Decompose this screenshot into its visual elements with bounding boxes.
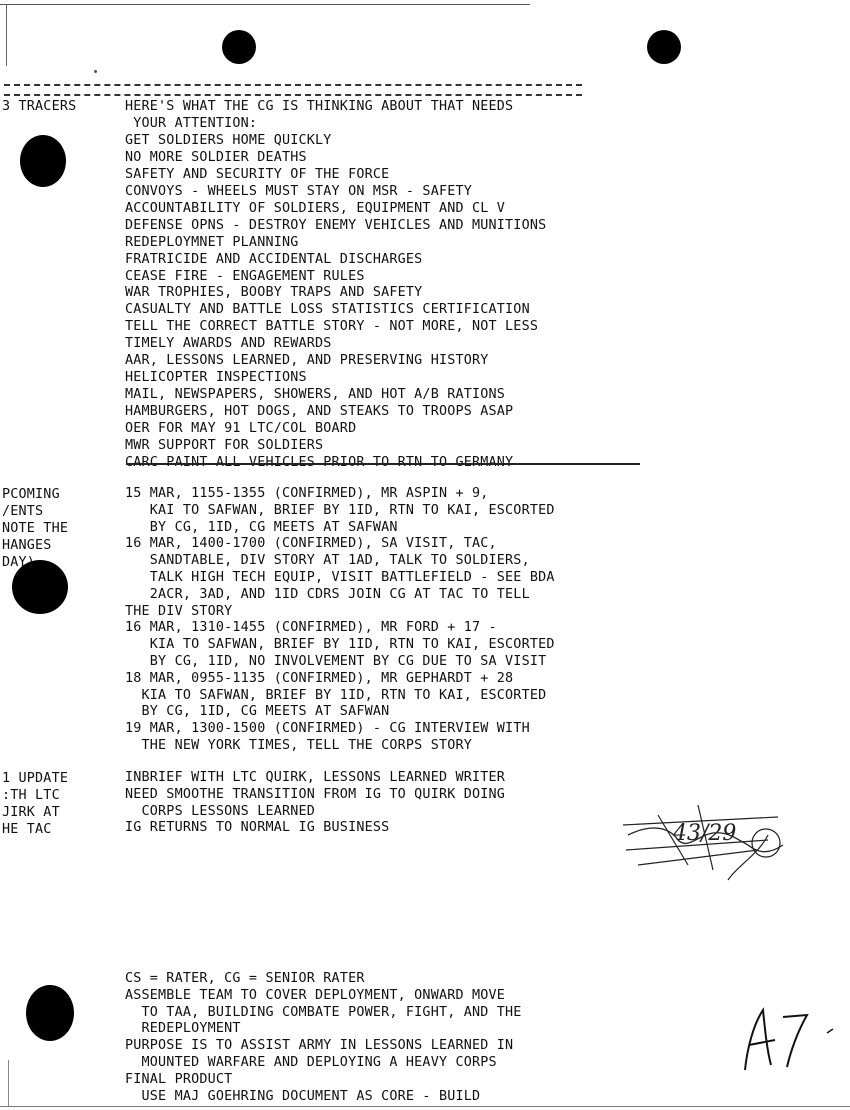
sec1-line: TELL THE CORRECT BATTLE STORY - NOT MORE, NOT LESS (125, 319, 539, 335)
margin-label: /ENTS (2, 504, 44, 519)
sec4-line: USE MAJ GOEHRING DOCUMENT AS CORE - BUILD (125, 1088, 481, 1104)
margin-label: NOTE THE (2, 521, 69, 536)
sec1-line: AAR, LESSONS LEARNED, AND PRESERVING HISTORY (125, 353, 489, 369)
margin-label: HANGES (2, 538, 52, 553)
sec1-line: SAFETY AND SECURITY OF THE FORCE (125, 166, 390, 182)
sec1-line: WAR TROPHIES, BOOBY TRAPS AND SAFETY (125, 285, 423, 301)
sec2-line: BY CG, 1ID, CG MEETS AT SAFWAN (125, 519, 398, 535)
sec1-line: NO MORE SOLDIER DEATHS (125, 149, 307, 165)
sec2-line: 19 MAR, 1300-1500 (CONFIRMED) - CG INTERVIEW WITH (125, 721, 530, 737)
margin-label: JIRK AT (2, 805, 60, 820)
margin-label: 1 UPDATE (2, 771, 69, 786)
sec2-line: SANDTABLE, DIV STORY AT 1AD, TALK TO SOLDIERS, (125, 553, 530, 569)
sec4-line: REDEPLOYMENT (125, 1021, 241, 1037)
sec1-line: OER FOR MAY 91 LTC/COL BOARD (125, 421, 357, 437)
sec1-line: REDEPLOYMNET PLANNING (125, 234, 299, 250)
sec2-line: 15 MAR, 1155-1355 (CONFIRMED), MR ASPIN + 9, (125, 486, 489, 501)
sec1-line: FRATRICIDE AND ACCIDENTAL DISCHARGES (125, 251, 423, 267)
sec2-line: BY CG, 1ID, CG MEETS AT SAFWAN (125, 704, 390, 720)
sec1-line: HELICOPTER INSPECTIONS (125, 370, 307, 386)
sec1-line: HERE'S WHAT THE CG IS THINKING ABOUT THAT NEEDS (125, 99, 514, 114)
crossed-out-number (618, 795, 788, 890)
punch-hole-top-right (647, 30, 681, 64)
sec2-line: THE DIV STORY (125, 603, 233, 619)
sec2-line: 16 MAR, 1400-1700 (CONFIRMED), SA VISIT, TAC, (125, 536, 497, 552)
sec1-line: CEASE FIRE - ENGAGEMENT RULES (125, 268, 365, 284)
punch-hole-top-left (222, 30, 256, 64)
sec2-line: KIA TO SAFWAN, BRIEF BY 1ID, RTN TO KAI, ESCORTED (125, 687, 547, 703)
speck (94, 70, 97, 73)
sec3-line: CORPS LESSONS LEARNED (125, 803, 316, 819)
sec4-line: PURPOSE IS TO ASSIST ARMY IN LESSONS LEARNED IN (125, 1038, 514, 1054)
sec2-line: 2ACR, 3AD, AND 1ID CDRS JOIN CG AT TAC TO TELL (125, 586, 530, 602)
margin-label: DAY) (2, 555, 36, 570)
sec2-line: THE NEW YORK TIMES, TELL THE CORPS STORY (125, 738, 472, 753)
sec4-line: MOUNTED WARFARE AND DEPLOYING A HEAVY CORPS (125, 1055, 497, 1070)
sec1-line: DEFENSE OPNS - DESTROY ENEMY VEHICLES AND MUNITIONS (125, 217, 547, 233)
sec4-line: FINAL PRODUCT (125, 1071, 233, 1087)
handwritten-page-number (735, 1005, 845, 1075)
sec1-line: ACCOUNTABILITY OF SOLDIERS, EQUIPMENT AND CL V (125, 200, 506, 216)
sec2-line: KAI TO SAFWAN, BRIEF BY 1ID, RTN TO KAI, ESCORTED (125, 502, 555, 518)
sec3-line: NEED SMOOTHE TRANSITION FROM IG TO QUIRK DOING (125, 786, 506, 802)
crossed-out-number-text: 43/29 (673, 821, 737, 846)
sec3-line: IG RETURNS TO NORMAL IG BUSINESS (125, 820, 390, 836)
sec2-line: 16 MAR, 1310-1455 (CONFIRMED), MR FORD + 17 - (125, 620, 497, 636)
sec3-line: INBRIEF WITH LTC QUIRK, LESSONS LEARNED WRITER (125, 770, 506, 785)
left-border-line (6, 4, 7, 66)
sec2-line: KIA TO SAFWAN, BRIEF BY 1ID, RTN TO KAI, ESCORTED (125, 637, 555, 653)
double-dashed-rule (4, 84, 582, 96)
sec1-line: TIMELY AWARDS AND REWARDS (125, 336, 332, 352)
margin-label: HE TAC (2, 822, 52, 837)
sec1-line: HAMBURGERS, HOT DOGS, AND STEAKS TO TROOPS ASAP (125, 404, 514, 420)
sec1-line: YOUR ATTENTION: (125, 115, 258, 131)
sec1-line: MWR SUPPORT FOR SOLDIERS (125, 438, 324, 453)
section-underline (126, 463, 640, 465)
bottom-border-line (0, 1106, 850, 1107)
sec1-line: MAIL, NEWSPAPERS, SHOWERS, AND HOT A/B RATIONS (125, 387, 506, 403)
top-border-line (0, 4, 530, 5)
punch-hole-left-3 (26, 985, 74, 1041)
sec2-line: 18 MAR, 0955-1135 (CONFIRMED), MR GEPHARDT + 28 (125, 670, 514, 686)
sec1-line: CONVOYS - WHEELS MUST STAY ON MSR - SAFETY (125, 183, 472, 199)
sec1-line: CARC PAINT ALL VEHICLES PRIOR TO RTN TO GERMANY (125, 454, 514, 470)
sec1-line: CASUALTY AND BATTLE LOSS STATISTICS CERTIFICATION (125, 302, 530, 318)
sec1-line: GET SOLDIERS HOME QUICKLY (125, 132, 332, 148)
left-bottom-border-line (8, 1060, 9, 1106)
sec2-line: BY CG, 1ID, NO INVOLVEMENT BY CG DUE TO SA VISIT (125, 654, 547, 669)
punch-hole-left-1 (20, 135, 66, 187)
sec4-line: TO TAA, BUILDING COMBATE POWER, FIGHT, AND THE (125, 1004, 522, 1020)
sec4-line: ASSEMBLE TEAM TO COVER DEPLOYMENT, ONWARD MOVE (125, 987, 506, 1003)
sec4-line: CS = RATER, CG = SENIOR RATER (125, 971, 365, 986)
margin-label: PCOMING (2, 487, 60, 502)
margin-label: :TH LTC (2, 788, 60, 803)
margin-label: 3 TRACERS (2, 99, 77, 114)
sec2-line: TALK HIGH TECH EQUIP, VISIT BATTLEFIELD - SEE BDA (125, 570, 555, 585)
